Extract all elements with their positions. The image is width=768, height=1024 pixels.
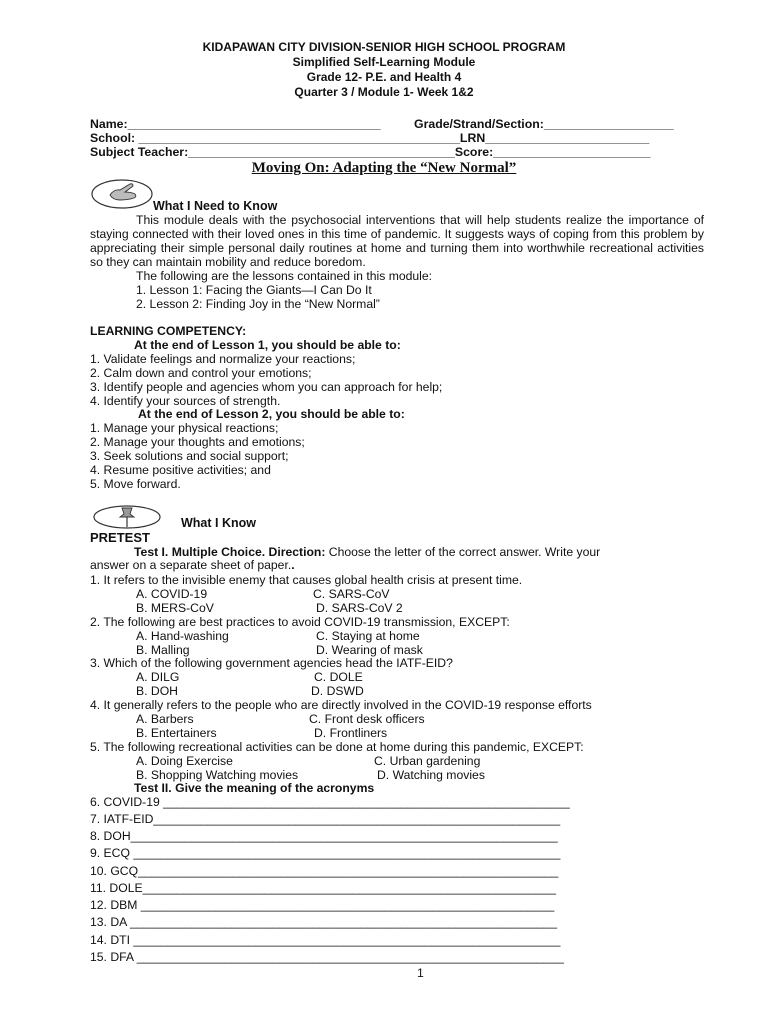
test2-heading: Test II. Give the meaning of the acronyms (134, 781, 375, 795)
q2-choice-a: A. Hand-washing (136, 629, 229, 643)
test1-direction-text2: answer on a separate sheet of paper. (90, 558, 292, 572)
test1-direction-text: Choose the letter of the correct answer. Write your (325, 545, 601, 559)
direction-period: . (291, 558, 295, 572)
teacher-score-field: Subject Teacher:_______________________________________Score:_______________________ (90, 145, 651, 159)
page-number: 1 (417, 966, 424, 980)
grade-section-field: Grade/Strand/Section:___________________ (414, 117, 674, 131)
lessons-intro: The following are the lessons contained in this module: (136, 269, 433, 283)
q5-choice-a: A. Doing Exercise (136, 754, 233, 768)
lesson1-objectives-heading: At the end of Lesson 1, you should be able to: (134, 338, 401, 352)
q1-choice-a: A. COVID-19 (136, 587, 208, 601)
what-i-know-heading: What I Know (181, 516, 256, 530)
lesson2-objective: 2. Manage your thoughts and emotions; (90, 435, 305, 449)
quarter-week: Quarter 3 / Module 1- Week 1&2 (294, 85, 474, 99)
lesson2-objectives-heading: At the end of Lesson 2, you should be able to: (138, 407, 405, 421)
acronym-item: 14. DTI _______________________________________________________________ (90, 933, 561, 947)
lesson2-objective: 3. Seek solutions and social support; (90, 449, 289, 463)
q1-choice-c: C. SARS-CoV (313, 587, 390, 601)
q5-choice-b: B. Shopping Watching movies (136, 768, 299, 782)
acronym-item: 8. DOH_______________________________________________________________ (90, 829, 558, 843)
module-type: Simplified Self-Learning Module (292, 55, 476, 69)
lesson1-objective: 4. Identify your sources of strength. (90, 394, 281, 408)
test1-direction (134, 545, 600, 559)
name-field: Name:_____________________________________ (90, 117, 381, 131)
lesson-1: 1. Lesson 1: Facing the Giants—I Can Do It (136, 283, 372, 297)
lesson2-objective: 5. Move forward. (90, 477, 181, 491)
q1-choice-b: B. MERS-CoV (136, 601, 214, 615)
acronym-item: 11. DOLE_____________________________________________________________ (90, 881, 557, 895)
lesson2-objective: 1. Manage your physical reactions; (90, 421, 279, 435)
question-3: 3. Which of the following government agencies head the IATF-EID? (90, 656, 453, 670)
lesson-2: 2. Lesson 2: Finding Joy in the “New Normal” (136, 297, 380, 311)
pretest-heading: PRETEST (90, 530, 150, 545)
q3-choice-a: A. DILG (136, 670, 180, 684)
q5-choice-d: D. Watching movies (377, 768, 485, 782)
question-2: 2. The following are best practices to avoid COVID-19 transmission, EXCEPT: (90, 615, 510, 629)
acronym-item: 12. DBM _____________________________________________________________ (90, 898, 555, 912)
division-title: KIDAPAWAN CITY DIVISION-SENIOR HIGH SCHOOL PROGRAM (202, 40, 566, 54)
intro-paragraph: This module deals with the psychosocial interventions that will help students realize the importance of staying connected with their loved ones in this time of pandemic. It suggests ways of coping from this problem by appreciating their simple personal daily routines at home and turning them into worthwhile recreational activities so they can maintain mobility and reduce boredom. (90, 213, 704, 269)
competency-heading: LEARNING COMPETENCY: (90, 324, 247, 338)
acronym-item: 10. GCQ______________________________________________________________ (90, 864, 559, 878)
q3-choice-c: C. DOLE (314, 670, 363, 684)
q3-choice-d: D. DSWD (311, 684, 364, 698)
need-to-know-heading: What I Need to Know (153, 199, 278, 213)
question-5: 5. The following recreational activities can be done at home during this pandemic, EXCEPT: (90, 740, 584, 754)
q2-choice-d: D. Wearing of mask (316, 643, 423, 657)
q3-choice-b: B. DOH (136, 684, 178, 698)
lesson1-objective: 3. Identify people and agencies whom you can approach for help; (90, 380, 443, 394)
pointing-hand-icon (90, 178, 154, 210)
q5-choice-c: C. Urban gardening (374, 754, 481, 768)
q4-choice-a: A. Barbers (136, 712, 194, 726)
lesson1-objective: 1. Validate feelings and normalize your reactions; (90, 352, 356, 366)
lesson2-objective: 4. Resume positive activities; and (90, 463, 271, 477)
acronym-item: 6. COVID-19 ____________________________________________________________ (90, 795, 570, 809)
q1-choice-d: D. SARS-CoV 2 (316, 601, 403, 615)
test1-label: Test I. Multiple Choice. Direction: (134, 545, 326, 559)
q2-choice-b: B. Malling (136, 643, 190, 657)
question-4: 4. It generally refers to the people who are directly involved in the COVID-19 response efforts (90, 698, 592, 712)
acronym-item: 15. DFA _______________________________________________________________ (90, 950, 564, 964)
q2-choice-c: C. Staying at home (316, 629, 420, 643)
grade-subject: Grade 12- P.E. and Health 4 (306, 70, 462, 84)
acronym-item: 9. ECQ _______________________________________________________________ (90, 846, 561, 860)
school-lrn-field: School: _______________________________________________LRN________________________ (90, 131, 650, 145)
q4-choice-b: B. Entertainers (136, 726, 217, 740)
test1-direction-continued (90, 558, 295, 572)
q4-choice-c: C. Front desk officers (309, 712, 425, 726)
acronym-item: 13. DA _______________________________________________________________ (90, 915, 557, 929)
question-1: 1. It refers to the invisible enemy that causes global health crisis at present time. (90, 573, 523, 587)
pushpin-icon (92, 504, 162, 530)
acronym-item: 7. IATF-EID____________________________________________________________ (90, 812, 561, 826)
module-title: Moving On: Adapting the “New Normal” (251, 160, 517, 176)
q4-choice-d: D. Frontliners (314, 726, 388, 740)
lesson1-objective: 2. Calm down and control your emotions; (90, 366, 312, 380)
